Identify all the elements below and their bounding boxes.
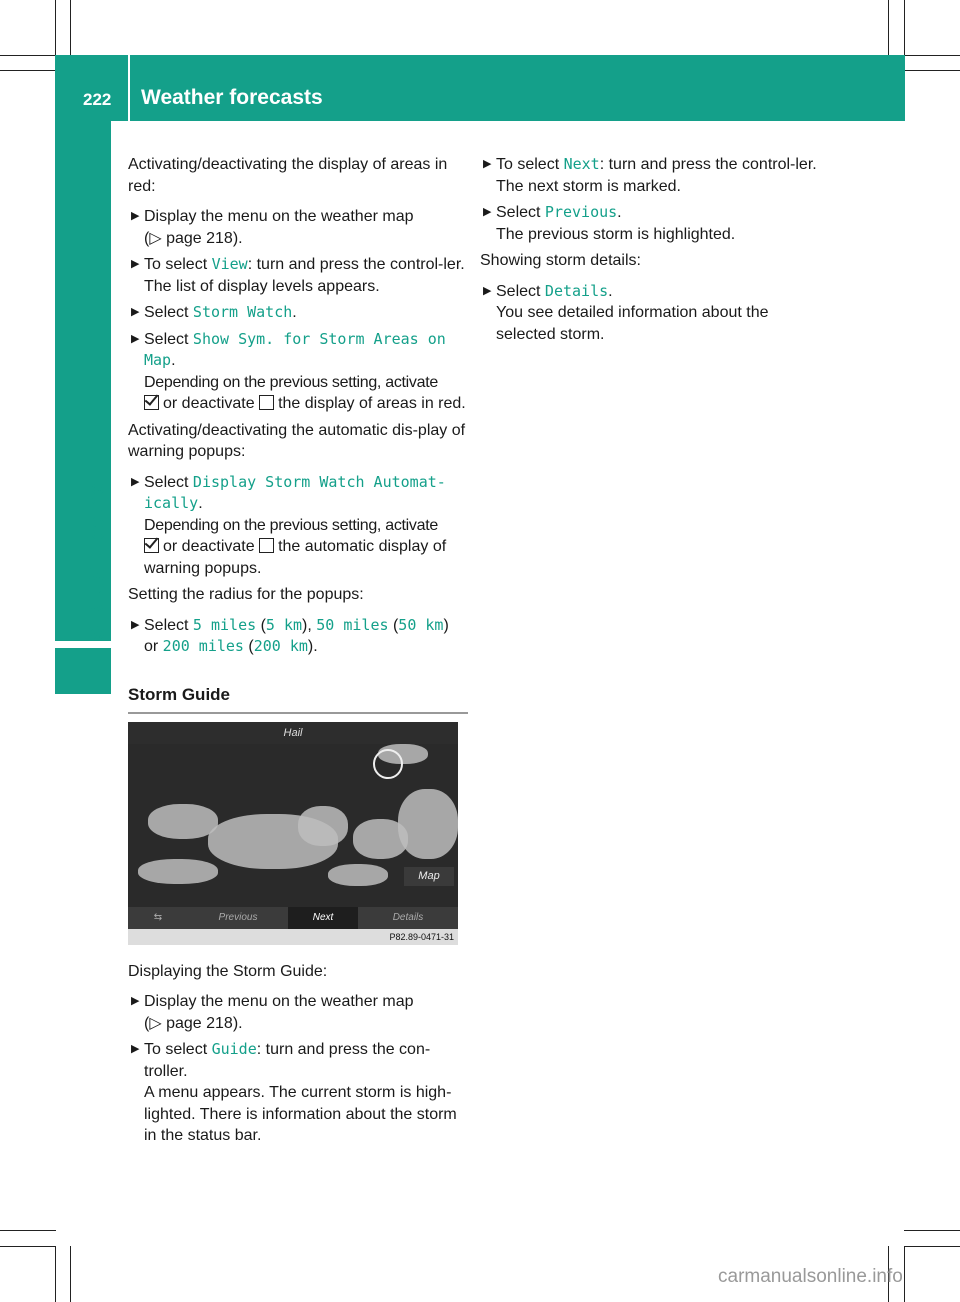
screen-title-bar: Hail [128,722,458,744]
checkbox-checked-icon [144,538,159,553]
crop-mark [55,1246,56,1302]
crop-mark [904,0,905,56]
checkbox-checked-icon [144,395,159,410]
menu-item-code: 50 km [398,615,444,634]
menu-item-code: Details [544,281,609,300]
instruction-step: ▶ Select Display Storm Watch Automat‐ ically. Depending on the previous setting, activate or deactivate the automatic display of warning popups. [131,472,447,577]
menu-item-code: Guide [211,1040,257,1058]
menu-item-code: View [211,255,248,273]
crop-mark [70,0,71,56]
arrow-icon: ▶ [483,206,492,218]
watermark: carmanualsonline.info [718,1266,903,1287]
page-title: Weather forecasts [141,86,323,109]
crop-mark [0,70,56,71]
menu-item-code: 5 miles [192,615,257,634]
instruction-step: ▶ Select Details. You see detailed information about the selected storm. [483,281,769,343]
section-label: SIRIUS Weather [84,474,109,640]
divider [128,712,468,714]
checkbox-empty-icon [259,395,274,410]
crop-mark [904,70,960,71]
page-number: 222 [83,90,112,109]
paragraph: Setting the radius for the popups: [128,586,364,603]
arrow-icon: ▶ [131,210,140,222]
arrow-icon: ▶ [131,995,140,1007]
paragraph: Displaying the Storm Guide: [128,962,328,980]
instruction-step: ▶ To select Next: turn and press the control-ler. The next storm is marked. [483,155,817,195]
menu-item-code: 200 km [253,637,308,655]
crop-mark [888,0,889,56]
step-result: A menu appears. The current storm is high-lighted. There is information about the storm in the status bar. [144,1084,457,1144]
screen-menu-bar [128,907,458,929]
step-result: The list of display levels appears. [144,277,380,295]
map-button: Map [404,867,454,886]
crop-mark [904,1230,960,1231]
storm-guide-screenshot [128,722,458,929]
arrow-icon: ▶ [483,158,492,170]
back-icon: ⇆ [153,911,163,923]
paragraph: Showing storm details: [480,252,641,269]
instruction-step: ▶ Display the menu on the weather map (▷ page 218). [131,208,414,247]
step-result: The previous storm is highlighted. [496,225,736,243]
instruction-step: ▶ To select Guide: turn and press the con-troller. A menu appears. The current storm is high-lighted. There is information about the storm in the status bar. [131,1040,457,1144]
arrow-icon: ▶ [131,475,140,488]
paragraph: Activating/deactivating the automatic dis-play of warning popups: [128,421,466,460]
instruction-step: ▶ Display the menu on the weather map (▷ page 218). [131,993,414,1032]
menu-previous: Previous [218,911,258,923]
instruction-step: ▶ Select Storm Watch. [128,302,468,324]
arrow-icon: ▶ [131,618,140,631]
step-result: The next storm is marked. [496,177,681,195]
menu-item-code: Previous [544,203,618,221]
menu-item-code: Next [563,155,600,173]
paragraph: Activating/deactivating the display of areas in red: [128,156,448,195]
menu-item-code: Map [144,351,172,369]
crop-mark [70,1246,71,1302]
crop-mark [904,1246,905,1302]
side-tab-bottom [55,648,111,694]
menu-item-code: 5 km [265,615,303,634]
arrow-icon: ▶ [483,284,492,297]
menu-item-code: ically [144,494,199,512]
menu-item-code: 200 miles [162,637,244,655]
menu-item-code: 50 miles [316,615,389,634]
crop-mark [904,1246,960,1247]
menu-details: Details [392,911,424,923]
arrow-icon: ▶ [131,306,140,318]
arrow-icon: ▶ [131,258,140,270]
page-ref-icon: ▷ [149,229,162,247]
step-result: You see detailed information about the selected storm. [496,304,769,343]
menu-item-code: Storm Watch [192,303,293,321]
instruction-step: ▶ Select Show Sym. for Storm Areas on Map. Depending on the previous setting, activate or deactivate the display of areas in red. [131,329,466,412]
checkbox-empty-icon [259,538,274,553]
figure-code-strip: P82.89-0471-31 [128,929,458,945]
menu-item-code: Display Storm Watch Automat‐ [192,472,446,491]
arrow-icon: ▶ [131,1043,140,1055]
instruction-step: ▶ Select 5 miles (5 km), 50 miles (50 km) or 200 miles (200 km). [131,615,449,655]
header-divider [128,55,130,121]
crop-mark [55,0,56,56]
instruction-step: ▶ To select View: turn and press the control-ler. The list of display levels appears. [131,255,465,295]
crop-mark [0,1246,56,1247]
instruction-step: ▶ Select Previous. The previous storm is highlighted. [483,203,736,243]
left-column [128,154,468,1152]
right-column [480,154,820,350]
page-header [55,55,905,121]
section-heading: Storm Guide [128,684,231,704]
menu-next: Next [288,907,358,929]
arrow-icon: ▶ [131,332,140,345]
page-ref-icon: ▷ [149,1014,162,1032]
crop-mark [904,55,960,56]
crop-mark [0,55,56,56]
crop-mark [0,1230,56,1231]
menu-item-code: Show Sym. for Storm Areas on [192,329,446,348]
